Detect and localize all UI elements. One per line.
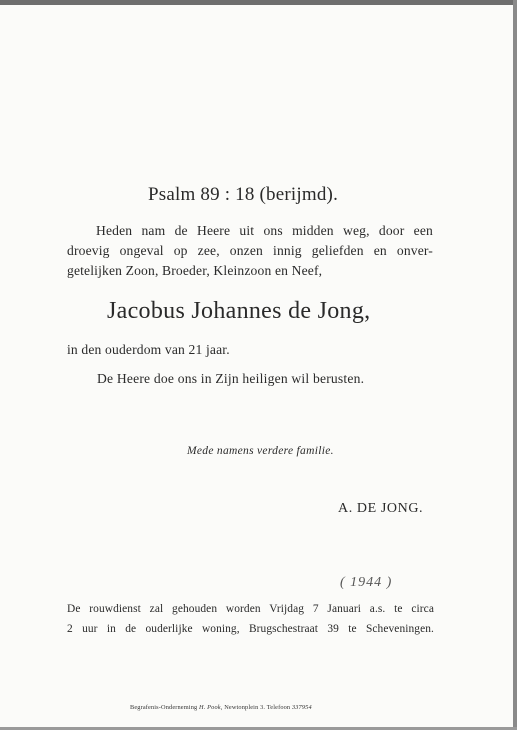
- family-note: Mede namens verdere familie.: [187, 445, 334, 457]
- handwritten-year: ( 1944 ): [340, 575, 393, 590]
- announcement-line-1: Heden nam de Heere uit ons midden weg, door een: [96, 223, 433, 238]
- signature: A. DE JONG.: [338, 501, 424, 516]
- service-line-2: 2 uur in de ouderlijke woning, Brugschestraat 39 te Scheveningen.: [67, 623, 434, 635]
- printer-footer: [130, 705, 312, 711]
- scan-right-edge: [513, 0, 517, 730]
- footer-company: H. Pook,: [199, 704, 223, 711]
- footer-prefix: Begrafenis-Onderneming: [130, 704, 198, 711]
- deceased-name: Jacobus Johannes de Jong,: [107, 298, 371, 324]
- footer-address: Newtonplein 3. Telefoon: [224, 704, 291, 711]
- footer-phone: 337954: [291, 704, 312, 711]
- announcement-line-3: getelijken Zoon, Broeder, Kleinzoon en Neef,: [67, 263, 323, 278]
- service-line-1: De rouwdienst zal gehouden worden Vrijdag 7 Januari a.s. te circa: [67, 603, 434, 615]
- psalm-heading: Psalm 89 : 18 (berijmd).: [148, 184, 339, 205]
- announcement-line-2: droevig ongeval op zee, onzen innig geliefden en onver-: [67, 243, 433, 258]
- blessing-line: De Heere doe ons in Zijn heiligen wil berusten.: [97, 371, 365, 386]
- age-line: in den ouderdom van 21 jaar.: [67, 342, 230, 357]
- scan-top-edge: [0, 0, 517, 5]
